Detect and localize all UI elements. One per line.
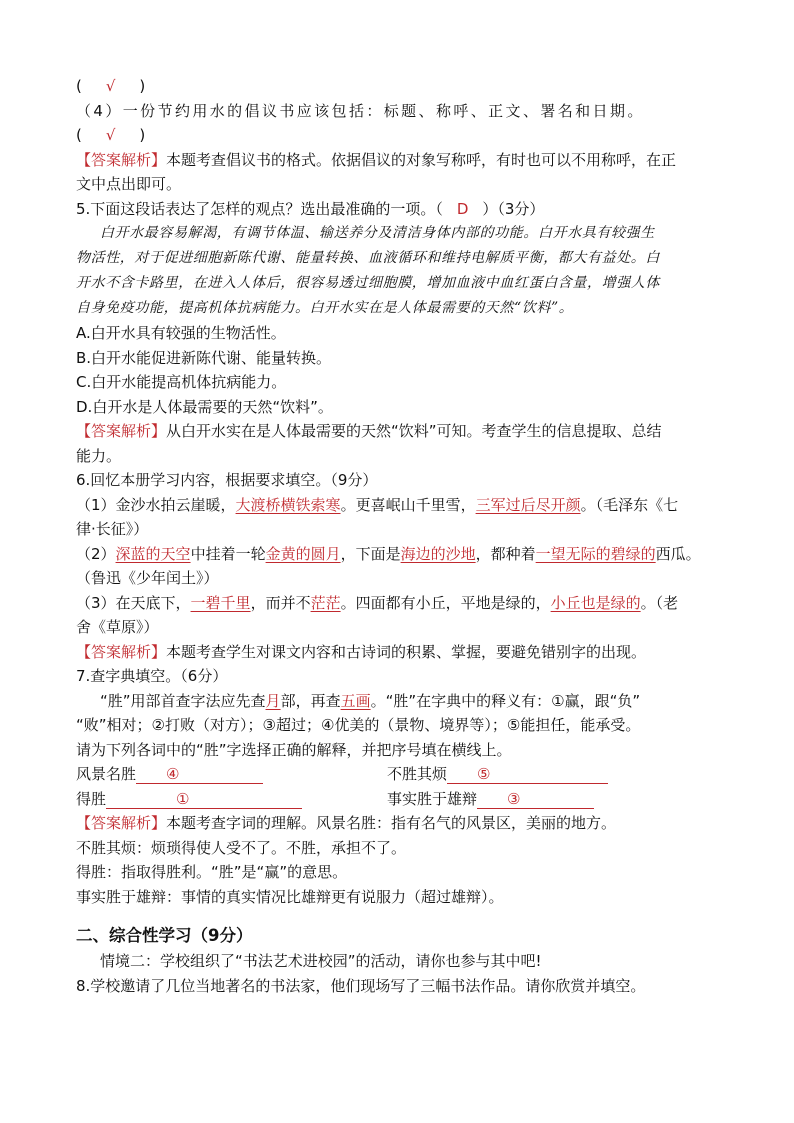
question-6-stem: 6.回忆本册学习内容，根据要求填空。（9分） [76, 471, 378, 489]
filled-answer: 海边的沙地 [400, 544, 476, 563]
filled-answer: 茫茫 [310, 593, 341, 612]
q7-para-1 [76, 689, 726, 714]
blank-answer: ③ [477, 789, 594, 809]
blank-answer: ① [106, 789, 302, 809]
analysis-text: 本题考查学生对课文内容和古诗词的积累、掌握，要避免错别字的出现。 [166, 642, 647, 661]
filled-answer: 五画 [340, 691, 371, 710]
answer-line-3 [76, 74, 726, 99]
filled-answer: 三军过后尽开颜 [475, 495, 581, 514]
q6-part-3 [76, 591, 726, 616]
analysis-5-line-2: 能力。 [76, 446, 122, 465]
text: ，下面是 [340, 544, 401, 563]
q5-option-c: C.白开水能提高机体抗病能力。 [76, 373, 287, 391]
stem-score: ）（3分） [482, 199, 545, 218]
filled-answer: 一碧千里 [190, 593, 251, 612]
blank-word: 事实胜于雄辩 [387, 789, 478, 808]
analysis-4-line-2: 文中点出即可。 [76, 175, 182, 193]
text: 。更喜岷山千里雪， [340, 495, 476, 514]
analysis-6 [76, 640, 726, 665]
text: （2） [76, 544, 116, 563]
analysis-text: 本题考查倡议书的格式。依据倡议的对象写称呼，有时也可以不用称呼，在正 [166, 150, 677, 169]
question-8-stem: 8.学校邀请了几位当地著名的书法家，他们现场写了三幅书法作品。请你欣赏并填空。 [76, 976, 646, 995]
text: （3）在天底下， [76, 593, 191, 612]
q7-blank-4 [387, 787, 698, 812]
q5-passage-line-2: 物活性，对于促进细胞新陈代谢、能量转换、血液循环和维持电解质平衡，都大有益处。白 [76, 250, 660, 266]
q5-passage-line-3: 开水不含卡路里，在进入人体后，很容易透过细胞膜，增加血液中血红蛋白含量，增强人体 [76, 275, 660, 291]
question-4: （4）一份节约用水的倡议书应该包括：标题、称呼、正文、署名和日期。 [76, 101, 645, 120]
blank-word: 得胜 [76, 789, 107, 808]
analysis-label: 【答案解析】 [76, 422, 167, 440]
q7-blank-3 [76, 787, 387, 812]
text: 。“胜”在字典中的释义有：①赢，跟“负” [370, 691, 641, 710]
text: “胜”用部首查字法应先查 [100, 691, 266, 710]
filled-answer: 月 [265, 691, 281, 710]
check-mark: √ [105, 77, 116, 95]
filled-answer: 深蓝的天空 [115, 544, 191, 563]
bracket-close: ) [139, 77, 146, 95]
analysis-label: 【答案解析】 [76, 642, 167, 661]
text: ，都种着 [475, 544, 536, 563]
q7-blank-1 [76, 762, 387, 787]
filled-answer: 小丘也是绿的 [550, 593, 641, 612]
q6-part-3-cont: 舍《草原》） [76, 618, 159, 636]
text: ，而并不 [250, 593, 311, 612]
q7-para-3: 请为下列各词中的“胜”字选择正确的解释，并把序号填在横线上。 [76, 740, 512, 759]
question-5-stem [76, 197, 726, 222]
q6-part-1 [76, 493, 726, 518]
analysis-7-line-1 [76, 811, 726, 836]
analysis-4-line-1 [76, 148, 726, 173]
q6-part-2-cont: （鲁迅《少年闰土》） [76, 569, 219, 587]
filled-answer: 大渡桥横铁索寒 [235, 495, 341, 514]
bracket-close: ) [139, 126, 146, 144]
filled-answer: 金黄的圆月 [265, 544, 341, 563]
q5-option-a: A.白开水具有较强的生物活性。 [76, 324, 286, 342]
analysis-label: 【答案解析】 [76, 150, 167, 169]
text: 。（老 [640, 593, 679, 612]
blank-answer: ④ [136, 764, 263, 784]
section-2-title: 二、综合性学习（9分） [76, 926, 253, 945]
analysis-text: 本题考查字词的理解。风景名胜：指有名气的风景区，美丽的地方。 [166, 814, 617, 832]
section-2-context: 情境二：学校组织了“书法艺术进校园”的活动，请你也参与其中吧! [100, 952, 542, 970]
text: 部，再查 [280, 691, 341, 710]
q7-para-2: “败”相对；②打败（对方）；③超过；④优美的（景物、境界等）；⑤能担任，能承受。 [76, 716, 641, 734]
text: 。（毛泽东《七 [580, 495, 679, 514]
q6-part-1-cont: 律·长征》） [76, 520, 149, 538]
text: 中挂着一轮 [190, 544, 266, 563]
q6-part-2 [76, 542, 726, 567]
document-page [76, 74, 726, 998]
check-mark: √ [105, 126, 116, 144]
blank-word: 不胜其烦 [387, 765, 448, 783]
blank-answer: ⑤ [447, 764, 608, 784]
q5-passage-line-4: 自身免疫功能，提高机体抗病能力。白开水实在是人体最需要的天然“饮料”。 [76, 300, 574, 316]
bracket-open: ( [76, 77, 82, 95]
text: 西瓜。 [655, 544, 701, 563]
analysis-text: 从白开水实在是人体最需要的天然“饮料”可知。考查学生的信息提取、总结 [166, 422, 662, 440]
q5-answer: D [456, 199, 469, 218]
text: 。四面都有小丘，平地是绿的， [340, 593, 551, 612]
analysis-5-line-1 [76, 419, 726, 444]
q5-option-b: B.白开水能促进新陈代谢、能量转换。 [76, 348, 332, 367]
q5-passage-line-1: 白开水最容易解渴，有调节体温、输送养分及清洁身体内部的功能。白开水具有较强生 [100, 225, 655, 241]
answer-line-4 [76, 123, 726, 148]
q7-blank-row-1 [76, 762, 726, 787]
analysis-7-line-4: 事实胜于雄辩：事情的真实情况比雄辩更有说服力（超过雄辩）。 [76, 887, 504, 906]
stem-text: 5.下面这段话表达了怎样的观点？选出最准确的一项。（ [76, 199, 443, 218]
q7-blank-row-2 [76, 787, 726, 812]
bracket-open: ( [76, 126, 82, 144]
text: （1）金沙水拍云崖暖， [76, 495, 236, 514]
q7-blank-2 [387, 762, 698, 787]
question-7-stem: 7.查字典填空。（6分） [76, 667, 228, 685]
analysis-label: 【答案解析】 [76, 814, 167, 832]
analysis-7-line-3: 得胜：指取得胜利。“胜”是“赢”的意思。 [76, 863, 348, 881]
analysis-7-line-2: 不胜其烦：烦琐得使人受不了。不胜，承担不了。 [76, 838, 407, 857]
blank-word: 风景名胜 [76, 765, 137, 783]
filled-answer: 一望无际的碧绿的 [535, 544, 656, 563]
q5-option-d: D.白开水是人体最需要的天然“饮料”。 [76, 397, 333, 416]
